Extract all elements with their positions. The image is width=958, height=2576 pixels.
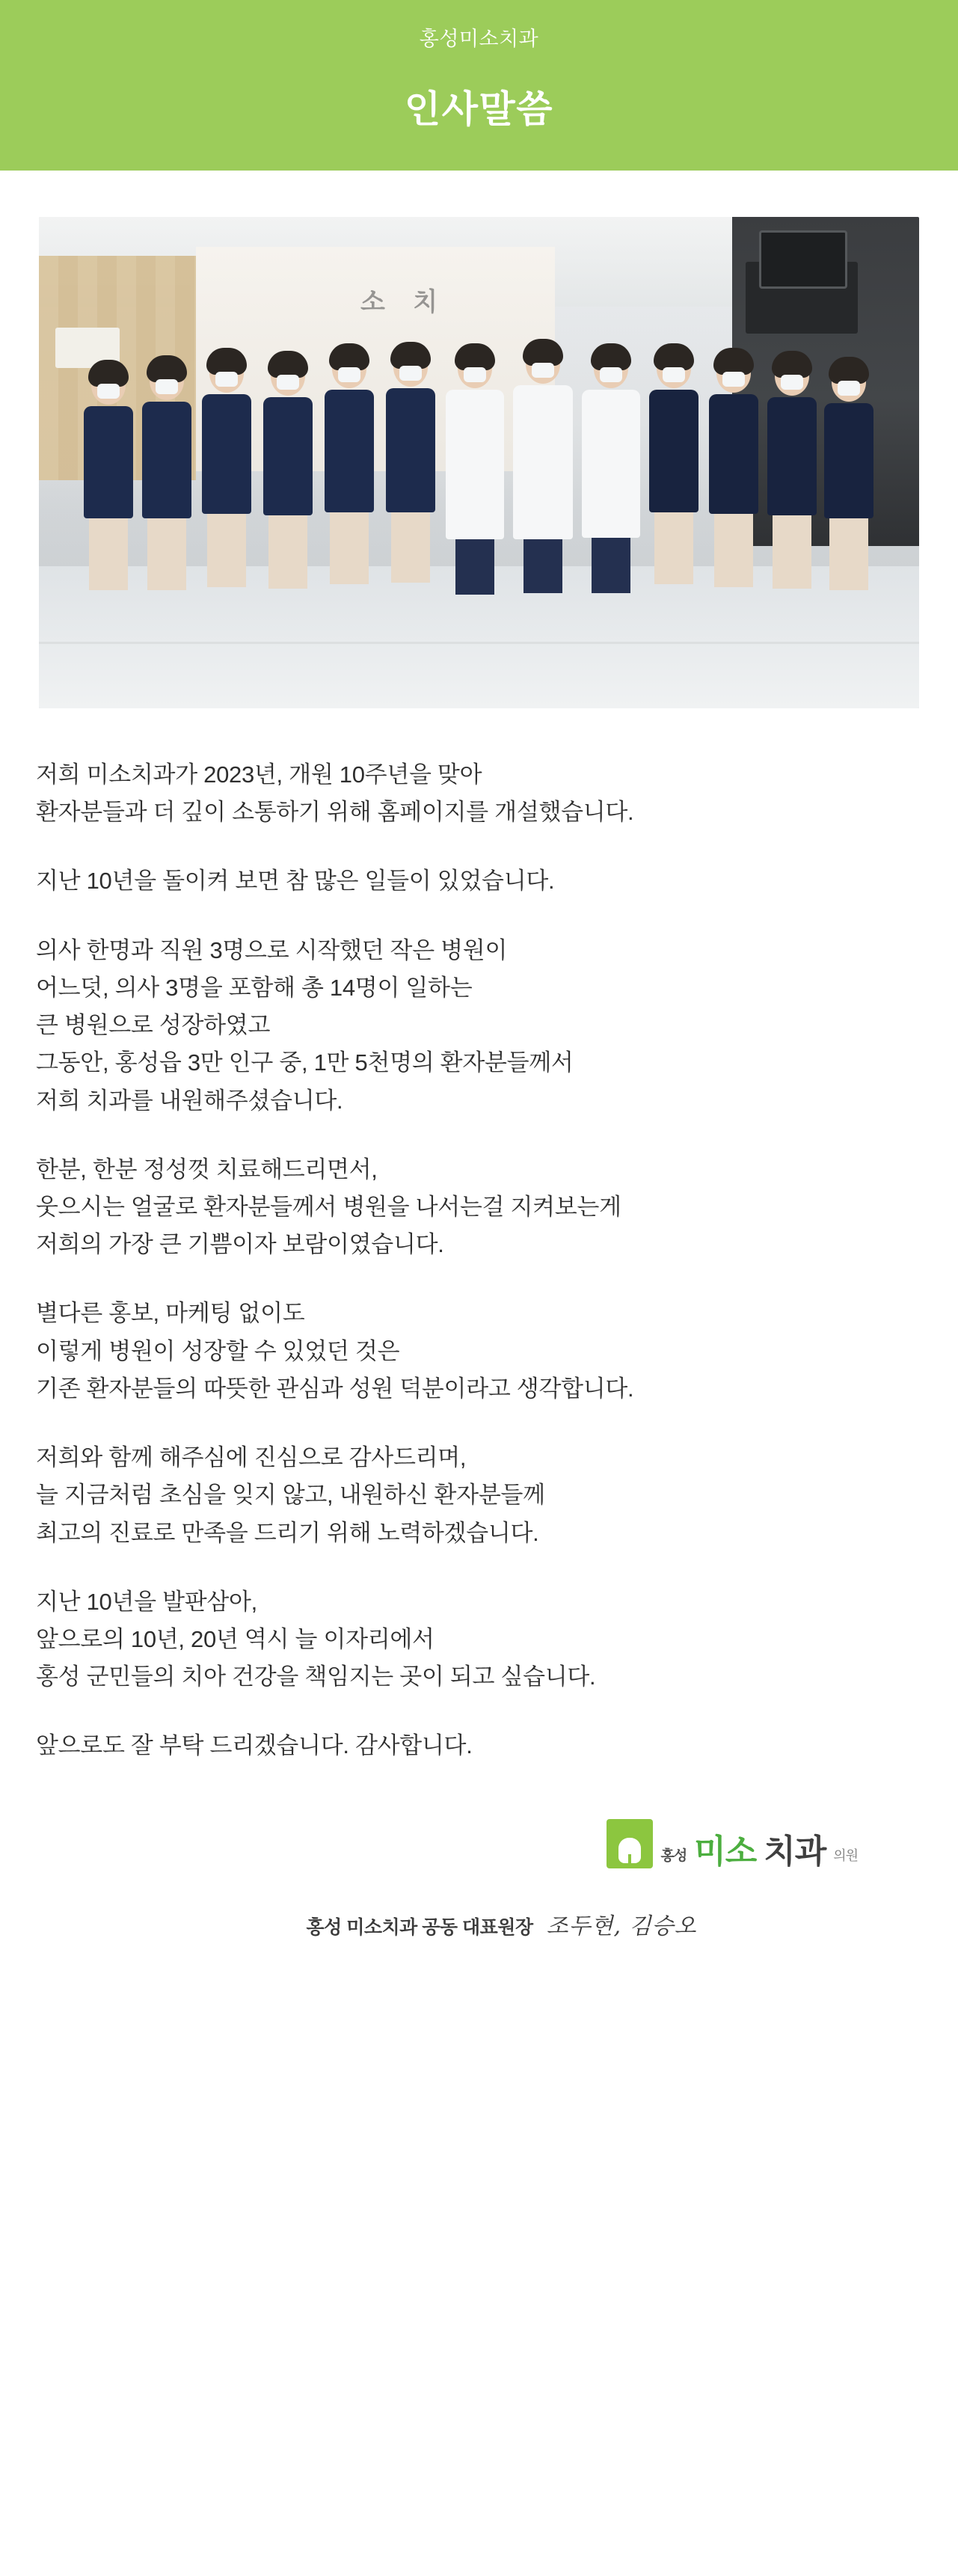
clinic-name: 홍성미소치과 [419,28,539,51]
paragraph [36,1295,922,1408]
photo-person [84,366,133,590]
text-line: 최고의 진료로 만족을 드리기 위해 노력하겠습니다. [36,1519,539,1546]
signature-label: 홍성 미소치과 공동 대표원장 [306,1916,533,1938]
paragraph [36,756,922,831]
photo-backdrop [39,217,919,708]
text-line: 별다른 홍보, 마케팅 없이도 [36,1300,305,1327]
text-line: 환자분들과 더 깊이 소통하기 위해 홈페이지를 개설했습니다. [36,799,634,826]
paragraph [36,1727,922,1764]
logo-brand: 미소 [694,1833,757,1870]
photo-person [767,357,817,589]
logo-suffix: 의원 [833,1847,858,1863]
greeting-body [36,756,922,1765]
photo-doctor [446,349,504,595]
photo-person [325,349,374,584]
photo-staff-row [54,340,906,662]
text-line: 저희와 함께 해주심에 진심으로 감사드리며, [36,1444,467,1471]
page-footer [0,1819,958,1985]
staff-group-photo [39,217,919,708]
text-line: 저희 치과를 내원해주셨습니다. [36,1087,343,1114]
text-line: 이렇게 병원이 성장할 수 있었던 것은 [36,1337,400,1364]
text-line: 기존 환자분들의 따뜻한 관심과 성원 덕분이라고 생각합니다. [36,1375,634,1402]
text-line: 늘 지금처럼 초심을 잊지 않고, 내원하신 환자분들께 [36,1482,545,1509]
text-line: 의사 한명과 직원 3명으로 시작했던 작은 병원이 [36,936,508,963]
text-line: 저희의 가장 큰 기쁨이자 보람이였습니다. [36,1231,444,1258]
paragraph [36,1583,922,1696]
paragraph [36,862,922,900]
page-title: 인사말씀 [404,88,554,131]
signature-names: 조두현, 김승오 [546,1913,697,1939]
signature-block [36,1907,922,1940]
text-line: 큰 병원으로 성장하였고 [36,1012,271,1039]
photo-person [824,363,873,590]
paragraph [36,1151,922,1264]
photo-monitor [759,230,847,289]
text-line: 한분, 한분 정성껏 치료해드리면서, [36,1156,378,1183]
text-line: 저희 미소치과가 2023년, 개원 10주년을 맞아 [36,761,482,788]
text-line: 어느덧, 의사 3명을 포함해 총 14명이 일하는 [36,974,473,1001]
photo-wall-sign-text: 소 치 [360,288,449,316]
photo-doctor [582,349,640,593]
text-line: 웃으시는 얼굴로 환자분들께서 병원을 나서는걸 지켜보는게 [36,1193,621,1220]
photo-person [142,361,191,590]
paragraph [36,1439,922,1552]
paragraph [36,932,922,1120]
text-line: 홍성 군민들의 치아 건강을 책임지는 곳이 되고 싶습니다. [36,1663,596,1690]
logo-category: 치과 [764,1833,826,1870]
photo-person [263,357,313,589]
photo-person [649,349,698,584]
text-line: 지난 10년을 돌이켜 보면 참 많은 일들이 있었습니다. [36,868,555,895]
text-line: 앞으로의 10년, 20년 역시 늘 이자리에서 [36,1625,435,1652]
logo-prefix: 홍성 [660,1847,687,1864]
text-line: 그동안, 홍성읍 3만 인구 중, 1만 5천명의 환자분들께서 [36,1049,574,1076]
tooth-icon [607,1819,653,1868]
clinic-logo [36,1819,922,1868]
photo-doctor [513,345,573,593]
page-header [0,0,958,171]
photo-person [202,354,251,587]
text-line: 앞으로도 잘 부탁 드리겠습니다. 감사합니다. [36,1732,473,1759]
text-line: 지난 10년을 발판삼아, [36,1588,257,1615]
photo-person [709,354,758,587]
photo-person [386,348,435,583]
